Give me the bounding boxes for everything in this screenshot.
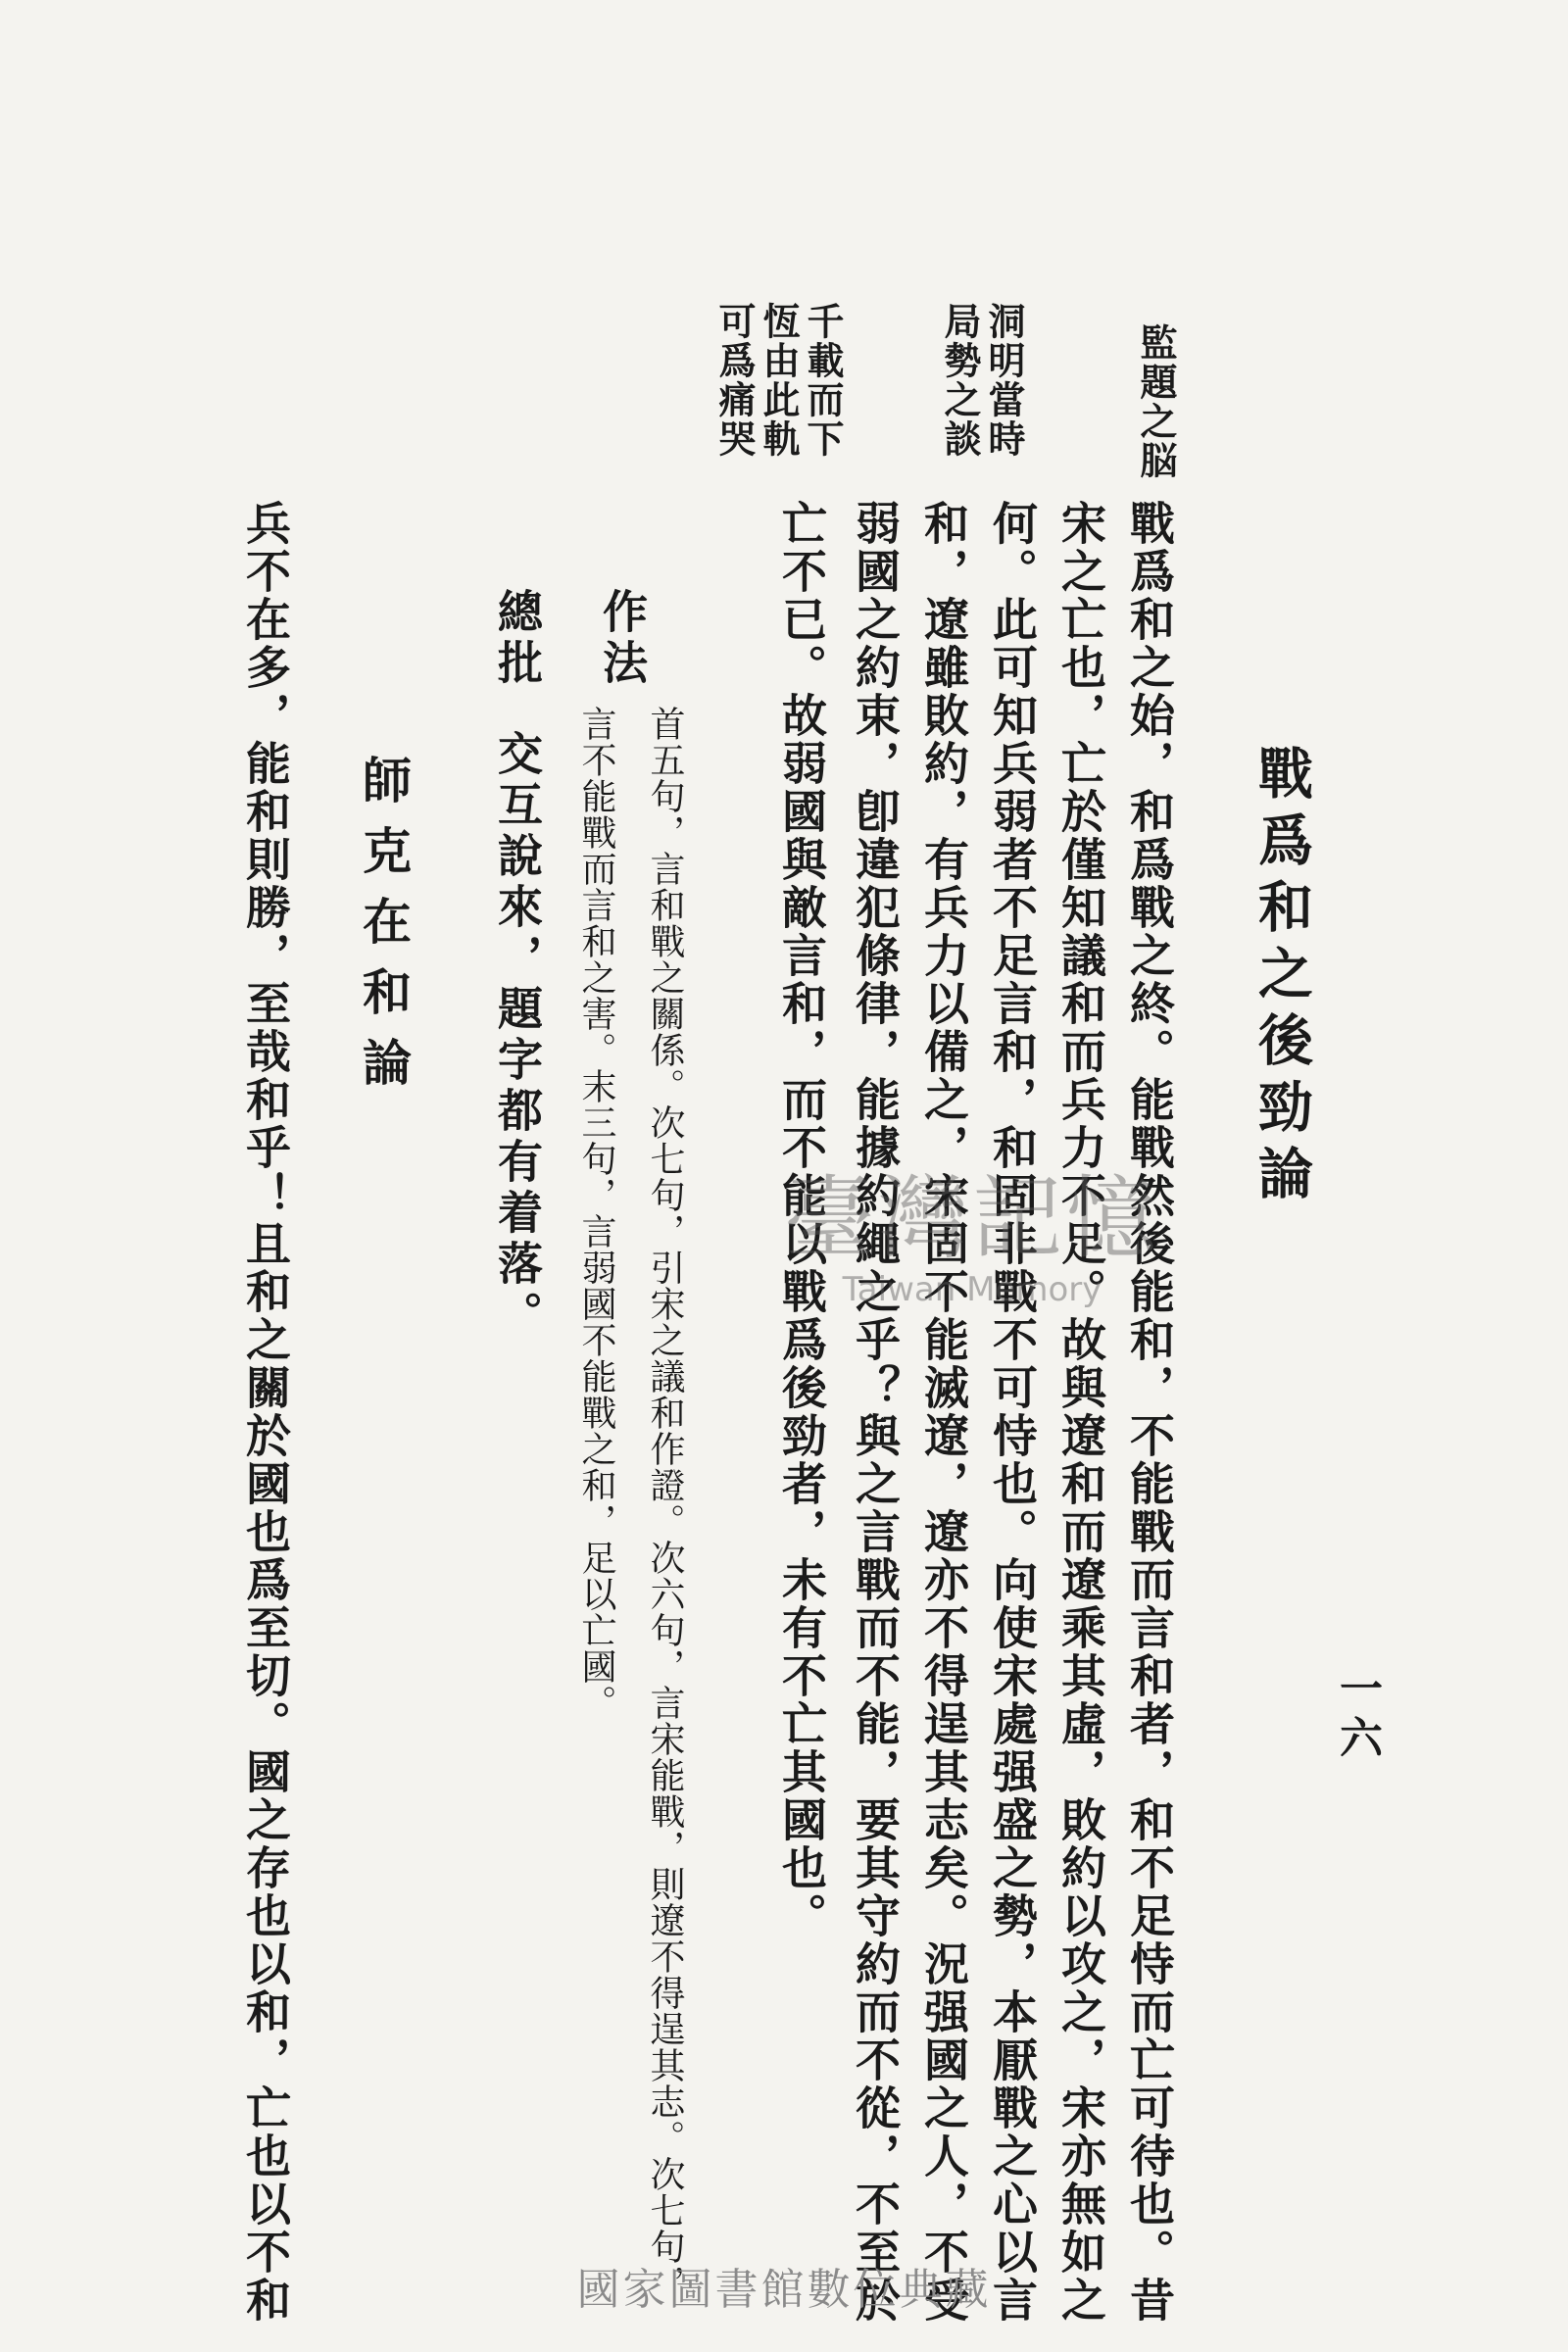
method-line-2: 言不能戰而言和之害。末三句，言弱國不能戰之和，足以亡國。 — [576, 706, 616, 1721]
summary-label: 總批 — [491, 588, 544, 690]
essay-title: 戰爲和之後勁論 — [1250, 745, 1314, 1211]
footer-text: 國家圖書館數位典藏 — [576, 2265, 992, 2315]
watermark — [784, 1147, 1160, 1309]
watermark-text-cn: 臺灣記憶 — [784, 1166, 1161, 1271]
method-line-1: 首五句，言和戰之關係。次七句，引宋之議和作證。次六句，言宋能戰，則遼不得逞其志。次七句， — [645, 706, 685, 2301]
margin-note-line: 洞明當時 — [982, 302, 1026, 459]
watermark-text-en: Taiwan Memory — [842, 1270, 1102, 1309]
margin-note-line: 恆由此軌 — [757, 302, 801, 459]
margin-note-line: 千載而下 — [801, 302, 845, 459]
body-line-4: 和，遼雖敗約，有兵力以備之，宋固不能滅遼，遼亦不得逞其志矣。況强國之人，不受 — [917, 500, 970, 2325]
summary-text: 交互說來，題字都有着落。 — [491, 730, 544, 1342]
body-line-1: 戰爲和之始，和爲戰之終。能戰然後能和，不能戰而言和者，和不足恃而亡可待也。昔 — [1123, 500, 1176, 2325]
margin-note-line: 監題之脳 — [1134, 323, 1178, 480]
body-line-2: 宋之亡也，亡於僅知議和而兵力不足。故與遼和而遼乘其虛，敗約以攻之，宋亦無如之 — [1054, 500, 1107, 2325]
margin-note-line: 局勢之談 — [938, 302, 982, 459]
essay2-title: 師克在和論 — [355, 755, 413, 1107]
method-label: 作法 — [596, 588, 649, 690]
page-number: 一六 — [1332, 1666, 1382, 1764]
body-line-5: 弱國之約束，卽違犯條律，能據約繩之乎？與之言戰而不能，要其守約而不從，不至於 — [849, 500, 902, 2325]
body-line-6: 亡不已。故弱國與敵言和，而不能以戰爲後勁者，未有不亡其國也。 — [775, 500, 828, 1940]
margin-note-line: 可爲痛哭 — [712, 302, 757, 459]
body-line-3: 何。此可知兵弱者不足言和，和固非戰不可恃也。向使宋處强盛之勢，本厭戰之心以言 — [986, 500, 1039, 2325]
essay2-line-1: 兵不在多，能和則勝，至哉和乎！且和之關於國也爲至切。國之存也以和，亡也以不和 — [239, 500, 292, 2325]
